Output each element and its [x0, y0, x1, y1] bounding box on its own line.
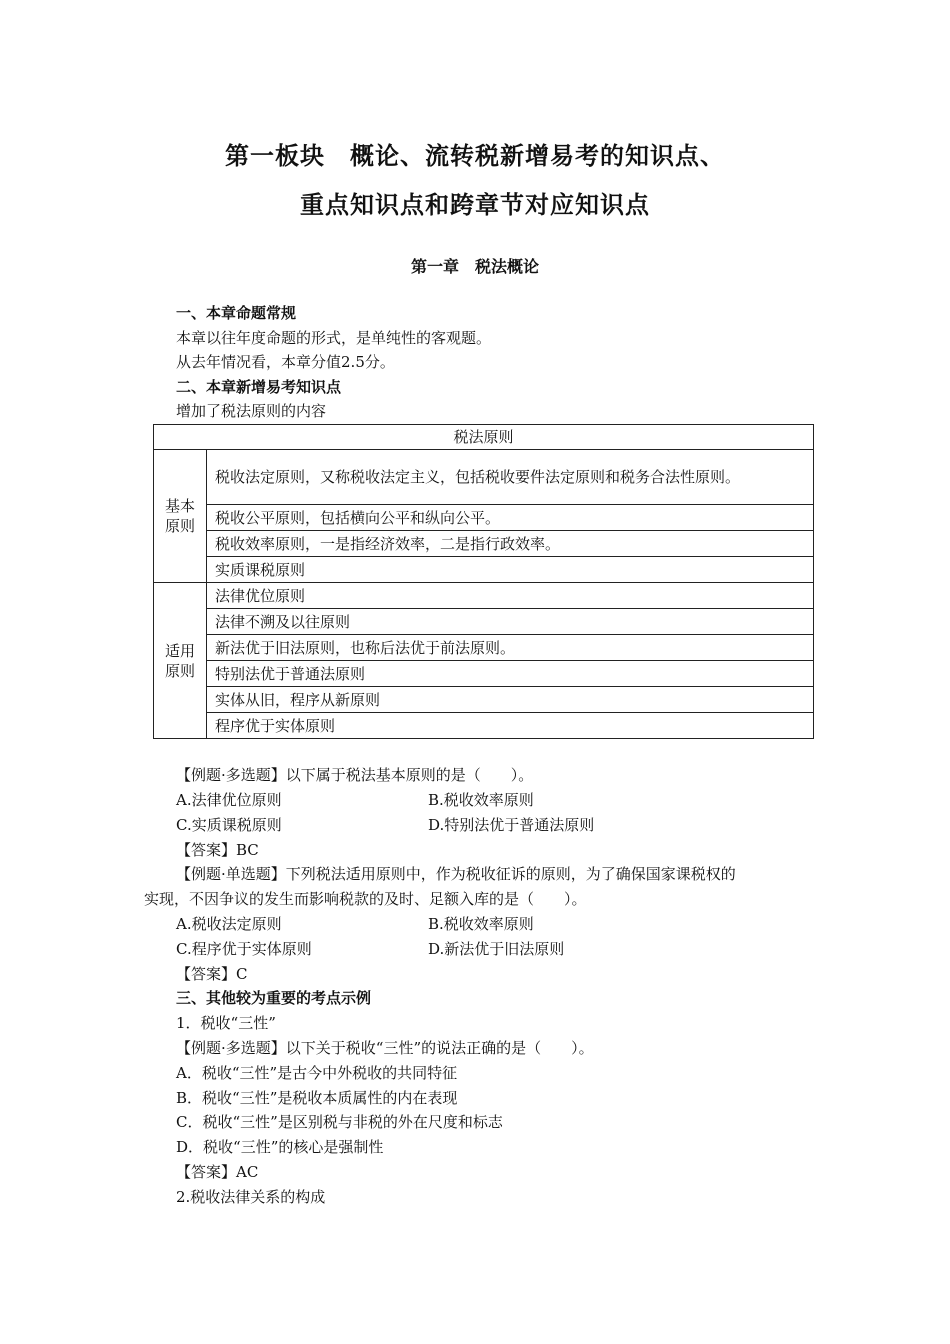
question-1-option-d: D.特别法优于普通法原则 [428, 816, 595, 834]
question-1-option-c: C.实质课税原则 [176, 816, 282, 834]
section-2-paragraph-1: 增加了税法原则的内容 [176, 402, 327, 420]
question-1-answer: 【答案】BC [176, 841, 259, 859]
tax-principles-table [153, 424, 814, 739]
main-title-line-1: 第一板块 概论、流转税新增易考的知识点、 [225, 142, 725, 170]
table-cell: 实质课税原则 [207, 557, 814, 583]
table-header: 税法原则 [154, 425, 814, 450]
table-cell: 新法优于旧法原则，也称后法优于前法原则。 [207, 635, 814, 661]
table-row [154, 687, 814, 713]
question-2-stem-line-1: 【例题·单选题】下列税法适用原则中，作为税收征诉的原则，为了确保国家课税权的 [176, 865, 736, 883]
main-title-line-2: 重点知识点和跨章节对应知识点 [300, 191, 650, 219]
section-1-paragraph-1: 本章以往年度命题的形式，是单纯性的客观题。 [176, 329, 492, 347]
table-cell: 程序优于实体原则 [207, 713, 814, 739]
question-2-option-a: A.税收法定原则 [176, 915, 282, 933]
table-header-row [154, 425, 814, 450]
section-3-item-2: 2.税收法律关系的构成 [176, 1188, 326, 1206]
applicable-principles-label: 适用原则 [154, 583, 207, 739]
table-cell: 法律优位原则 [207, 583, 814, 609]
section-2-heading: 二、本章新增易考知识点 [176, 378, 342, 396]
question-1-option-a: A.法律优位原则 [176, 791, 282, 809]
table-row [154, 450, 814, 505]
question-3-option-d: D．税收“三性”的核心是强制性 [176, 1138, 384, 1156]
question-3-option-a: A．税收“三性”是古今中外税收的共同特征 [176, 1064, 458, 1082]
table-row [154, 635, 814, 661]
section-3-item-1: 1．税收“三性” [176, 1014, 276, 1032]
question-3-option-c: C．税收“三性”是区别税与非税的外在尺度和标志 [176, 1113, 503, 1131]
table-row [154, 583, 814, 609]
section-3-heading: 三、其他较为重要的考点示例 [176, 989, 372, 1007]
table-cell: 实体从旧，程序从新原则 [207, 687, 814, 713]
chapter-title: 第一章 税法概论 [410, 257, 539, 276]
section-1-paragraph-2: 从去年情况看，本章分值2.5分。 [176, 353, 395, 371]
question-2-stem-line-2: 实现，不因争议的发生而影响税款的及时、足额入库的是（ ）。 [144, 890, 587, 908]
table-row [154, 609, 814, 635]
question-3-answer: 【答案】AC [176, 1163, 259, 1181]
table-cell: 法律不溯及以往原则 [207, 609, 814, 635]
table-cell: 税收公平原则，包括横向公平和纵向公平。 [207, 505, 814, 531]
table-row [154, 557, 814, 583]
table-cell: 税收效率原则，一是指经济效率，二是指行政效率。 [207, 531, 814, 557]
question-1-stem: 【例题·多选题】以下属于税法基本原则的是（ ）。 [176, 766, 534, 784]
question-3-option-b: B．税收“三性”是税收本质属性的内在表现 [176, 1089, 458, 1107]
section-1-heading: 一、本章命题常规 [176, 304, 297, 322]
table-cell: 税收法定原则，又称税收法定主义，包括税收要件法定原则和税务合法性原则。 [207, 450, 814, 505]
question-2-answer: 【答案】C [176, 965, 248, 983]
question-3-stem: 【例题·多选题】以下关于税收“三性”的说法正确的是（ ）。 [176, 1039, 594, 1057]
table-row [154, 505, 814, 531]
basic-principles-label: 基本原则 [154, 450, 207, 583]
question-2-option-c: C.程序优于实体原则 [176, 940, 312, 958]
table-cell: 特别法优于普通法原则 [207, 661, 814, 687]
table-row [154, 531, 814, 557]
question-1-option-b: B.税收效率原则 [428, 791, 534, 809]
question-2-option-d: D.新法优于旧法原则 [428, 940, 565, 958]
table-row [154, 713, 814, 739]
table-row [154, 661, 814, 687]
question-2-option-b: B.税收效率原则 [428, 915, 534, 933]
